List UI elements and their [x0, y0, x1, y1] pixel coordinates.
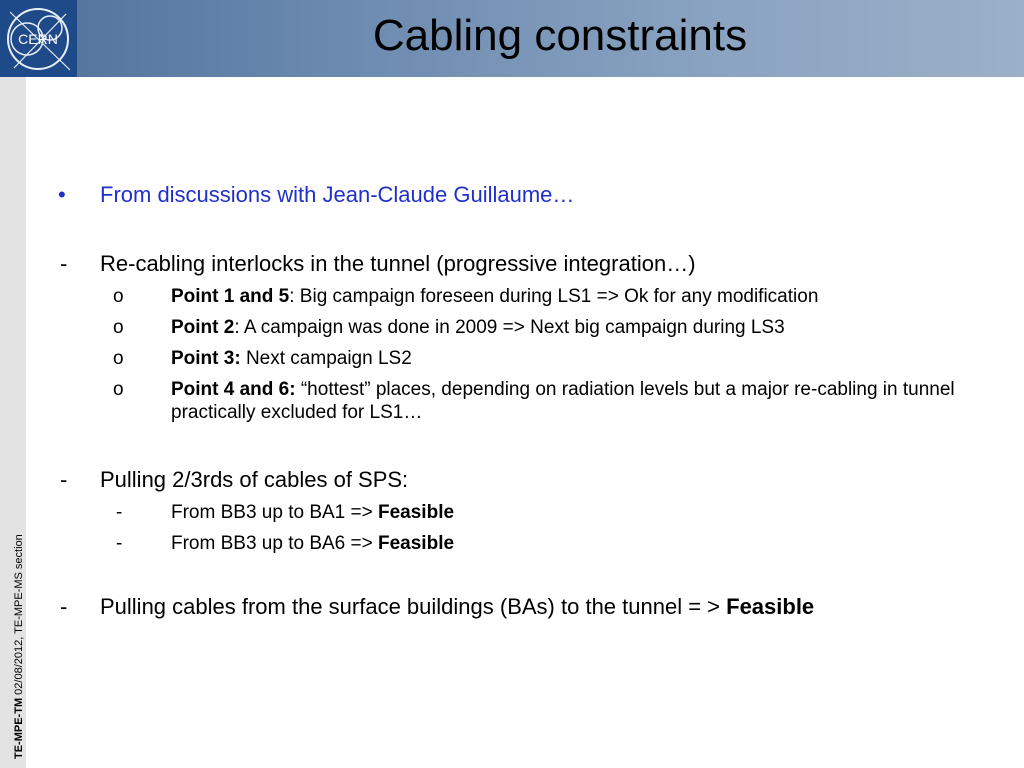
subitem-marker: o [113, 317, 124, 338]
subitem-bold: Feasible [378, 533, 455, 554]
item-text: Re-cabling interlocks in the tunnel (progressive integration…) [100, 251, 696, 276]
subitem-marker: o [113, 348, 124, 369]
subitem [171, 316, 785, 339]
footer-bold: TE-MPE-TM [13, 697, 25, 759]
slide-header [0, 0, 1024, 77]
subitem [171, 285, 818, 308]
subitem-marker: - [116, 533, 123, 554]
subitem-bold: Point 1 and 5 [171, 286, 290, 307]
subitem [171, 532, 454, 555]
subitem-text: : Big campaign foreseen during LS1 => Ok for any modification [289, 286, 819, 307]
logo-text: CERN [18, 31, 58, 47]
subitem-text: From BB3 up to BA6 => [171, 533, 378, 554]
subitem-bold: Point 4 and 6: [171, 379, 296, 400]
subitem-marker: - [116, 502, 123, 523]
subitem-bold: Point 2 [171, 317, 235, 338]
cern-logo-icon [0, 0, 77, 77]
subitem-text: Next campaign LS2 [240, 348, 412, 369]
cern-logo [0, 0, 77, 77]
subitem-bold: Feasible [378, 502, 455, 523]
subitem-marker: o [113, 286, 124, 307]
subitem-text: “hottest” places, depending on radiation levels but a major re-cabling in tunnel practically excluded for LS1… [171, 379, 955, 423]
item-marker: - [60, 251, 68, 276]
item-text: Pulling cables from the surface buildings (BAs) to the tunnel = > [100, 594, 727, 619]
footer-rest: 02/08/2012, TE-MPE-MS section [13, 534, 25, 698]
item-text-row [100, 594, 814, 620]
subitem-text: From BB3 up to BA1 => [171, 502, 378, 523]
bullet-marker: • [58, 182, 66, 207]
subitem [171, 347, 412, 370]
subitem-text: : A campaign was done in 2009 => Next big campaign during LS3 [234, 317, 785, 338]
subitem [171, 501, 454, 524]
item-marker: - [60, 594, 68, 619]
item-marker: - [60, 467, 68, 492]
subitem-bold: Point 3: [171, 348, 241, 369]
intro-bullet: From discussions with Jean-Claude Guillaume… [100, 182, 575, 207]
side-footer [13, 534, 26, 759]
subitem [171, 378, 961, 424]
slide-title: Cabling constraints [372, 11, 748, 60]
subitem-marker: o [113, 379, 124, 400]
item-bold: Feasible [726, 594, 815, 619]
item-text: Pulling 2/3rds of cables of SPS: [100, 467, 409, 492]
